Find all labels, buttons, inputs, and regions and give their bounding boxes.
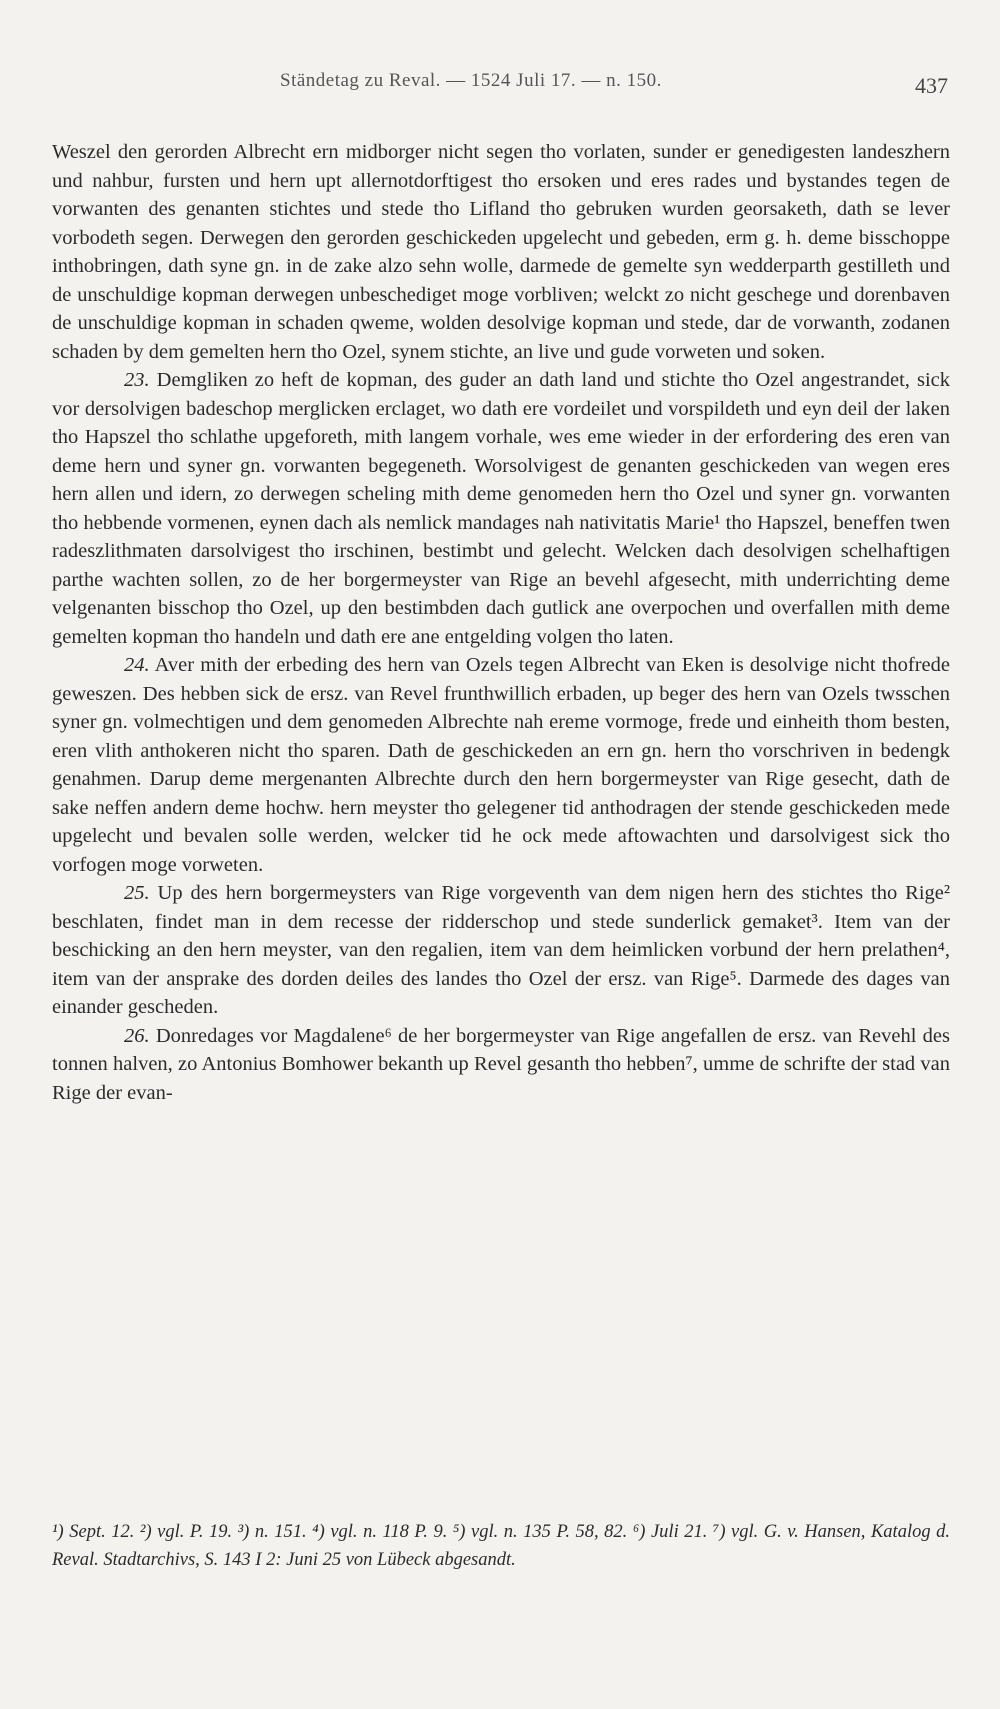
paragraph-number: 25. — [124, 882, 150, 904]
footnotes-text: ¹) Sept. 12. ²) vgl. P. 19. ³) n. 151. ⁴) vgl. n. 118 P. 9. ⁵) vgl. n. 135 P. 58, 82. ⁶) Juli 21. ⁷) vgl. G. v. Hansen, Katalog d. Reval. Stadtarchivs, S. 143 I 2: Juni 25 von Lübeck abgesandt. — [52, 1522, 950, 1570]
paragraph-number: 24. — [124, 654, 150, 676]
body-text — [52, 138, 950, 1107]
footnotes — [52, 1518, 950, 1574]
paragraph-text: Up des hern borgermeysters van Rige vorgeventh van dem nigen hern des stichtes tho Rige² beschlaten, findet man in dem recesse der ridderschop und stede sunderlick gemaket³. Item van der beschicking an den hern meyster, van den regalien, item van dem heimlicken vorbund der hern prelathen⁴, item van der ansprake des dorden deiles des landes tho Ozel der ersz. van Rige⁵. Darmede des dages van einander gescheden. — [52, 882, 951, 1018]
paragraph-text: Weszel den gerorden Albrecht ern midborger nicht segen tho vorlaten, sunder er genedigesten landeszhern und nahbur, fursten und hern upt allernotdorftigest tho ersoken und eres rades und bystandes tegen de vorwanten des genanten stichtes und stede tho Lifland tho gebruken wurden georsaketh, dath se lever vorbodeth segen. Derwegen den gerorden geschickeden upgelecht und gebeden, erm g. h. deme bisschoppe inthobringen, dath syne gn. in de zake alzo sehn wolle, darmede de gemelte syn wedderparth gestilleth und de unschuldige kopman derwegen unbeschediget moge vorbliven; welckt zo nicht geschege und dorenbaven de unschuldige kopman in schaden qweme, wolden desolvige kopman und stede, dar de vorwanth, zodanen schaden by dem gemelten hern tho Ozel, synem stichte, an live und gude vorweten und soken. — [52, 141, 950, 363]
paragraph-number: 23. — [124, 369, 150, 391]
running-head: Ständetag zu Reval. — 1524 Juli 17. — n. 150. — [280, 70, 662, 91]
paragraph-text: Aver mith der erbeding des hern van Ozels tegen Albrecht van Eken is desolvige nicht thofrede geweszen. Des hebben sick de ersz. van Revel frunthwillich erbaden, up beger des hern van Ozels twsschen syner gn. volmechtigen und dem genomeden Albrechte nah ereme vormoge, frede und einheith thom besten, eren vlith anthokeren nicht tho sparen. Dath de geschickeden an ern gn. hern tho vorschriven in bedengk genahmen. Darup deme mergenanten Albrechte durch den hern borgermeyster van Rige gesecht, dath de sake neffen andern deme hochw. hern meyster tho gelegener tid anthodragen der stende geschickeden mede upgelecht und bevalen solle werden, welcker tid he ock mede aftowachten und darsolvigest sick tho vorfogen moge vorweten. — [52, 654, 950, 876]
paragraph-text: Demgliken zo heft de kopman, des guder an dath land und stichte tho Ozel angestrandet, sick vor dersolvigen badeschop merglicken erclaget, wo dath ere vordeilet und vorspildeth und eyn deil der laken tho Hapszel tho schlathe upgeforeth, mith langem vorhale, wes eme wieder in der erfordering des eren van deme hern und syner gn. vorwanten begegeneth. Worsolvigest de genanten geschickeden van wegen eres hern allen und idern, zo derwegen scheling mith deme genomeden hern tho Ozel und syner gn. vorwanten tho hebbende vormenen, eynen dach als nemlick mandages nah nativitatis Marie¹ tho Hapszel, beneffen twen radeszlithmaten darsolvigest tho irschinen, bestimbt und gelecht. Welcken dach desolvigen schelhaftigen parthe wachten sollen, zo de her borgermeyster van Rige an bevehl afgesecht, mith underrichting deme velgenanten bisschop tho Ozel, up den bestimbden dach gutlick ane overpochen und overfallen mith deme gemelten kopman tho handeln und dath ere ane entgelding volgen tho laten. — [52, 369, 950, 648]
paragraph — [52, 651, 950, 879]
page-number: 437 — [915, 73, 948, 98]
paragraph — [52, 879, 950, 1022]
page-header — [0, 70, 1000, 100]
paragraph-text: Donredages vor Magdalene⁶ de her borgermeyster van Rige angefallen de ersz. van Revehl des tonnen halven, zo Antonius Bomhower bekanth up Revel gesanth tho hebben⁷, umme de schrifte der stad van Rige der evan- — [52, 1024, 950, 1104]
paragraph — [52, 1022, 950, 1108]
paragraph-number: 26. — [124, 1024, 150, 1047]
paragraph — [52, 366, 950, 651]
paragraph — [52, 138, 950, 366]
